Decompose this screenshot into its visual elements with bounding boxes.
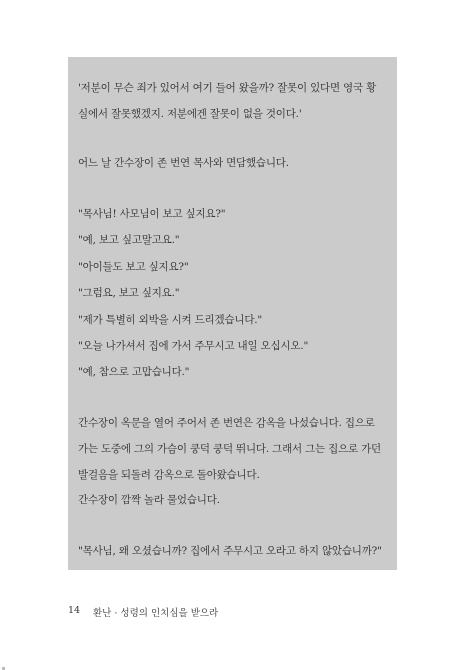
page-number: 14 [68,605,81,616]
paragraph-line: 어느 날 간수장이 존 번연 목사와 면담했습니다. [78,157,289,169]
paragraph-line: 발걸음을 되돌려 감옥으로 돌아왔습니다. [78,469,260,481]
paragraph-line: 간수장이 옥문을 열어 주어서 존 번연은 감옥을 나섰습니다. 집으로 [78,417,375,429]
dialogue-line: "목사님! 사모님이 보고 싶지요?" [78,208,226,220]
dialogue-line: "그럼요, 보고 싶지요." [78,287,180,299]
running-title: 환난 · 성령의 인치심을 받으라 [93,608,219,619]
dialogue-line: "오늘 나가셔서 집에 가서 주무시고 내일 오십시오." [78,340,309,352]
dialogue-line: "예, 보고 싶고말고요." [78,234,180,246]
dialogue-line: "목사님, 왜 오셨습니까? 집에서 주무시고 오라고 하지 않았습니까?" [78,545,382,557]
dialogue-line: "제가 특별히 외박을 시켜 드리겠습니다." [78,314,263,326]
paragraph-line: 간수장이 깜짝 놀라 물었습니다. [78,494,220,506]
paragraph-line: 가는 도중에 그의 가슴이 쿵덕 쿵덕 뛰니다. 그래서 그는 집으로 가던 [78,443,381,455]
dialogue-line: "예, 참으로 고맙습니다." [78,366,190,378]
paragraph-line: 실에서 잘못했겠지. 저분에겐 잘못이 없을 것이다.' [78,108,302,120]
text-block [68,57,397,570]
paragraph-line: '저분이 무슨 죄가 있어서 여기 들어 왔을까? 잘못이 있다면 영국 황 [78,82,377,94]
dialogue-line: "아이들도 보고 싶지요?" [78,261,189,273]
